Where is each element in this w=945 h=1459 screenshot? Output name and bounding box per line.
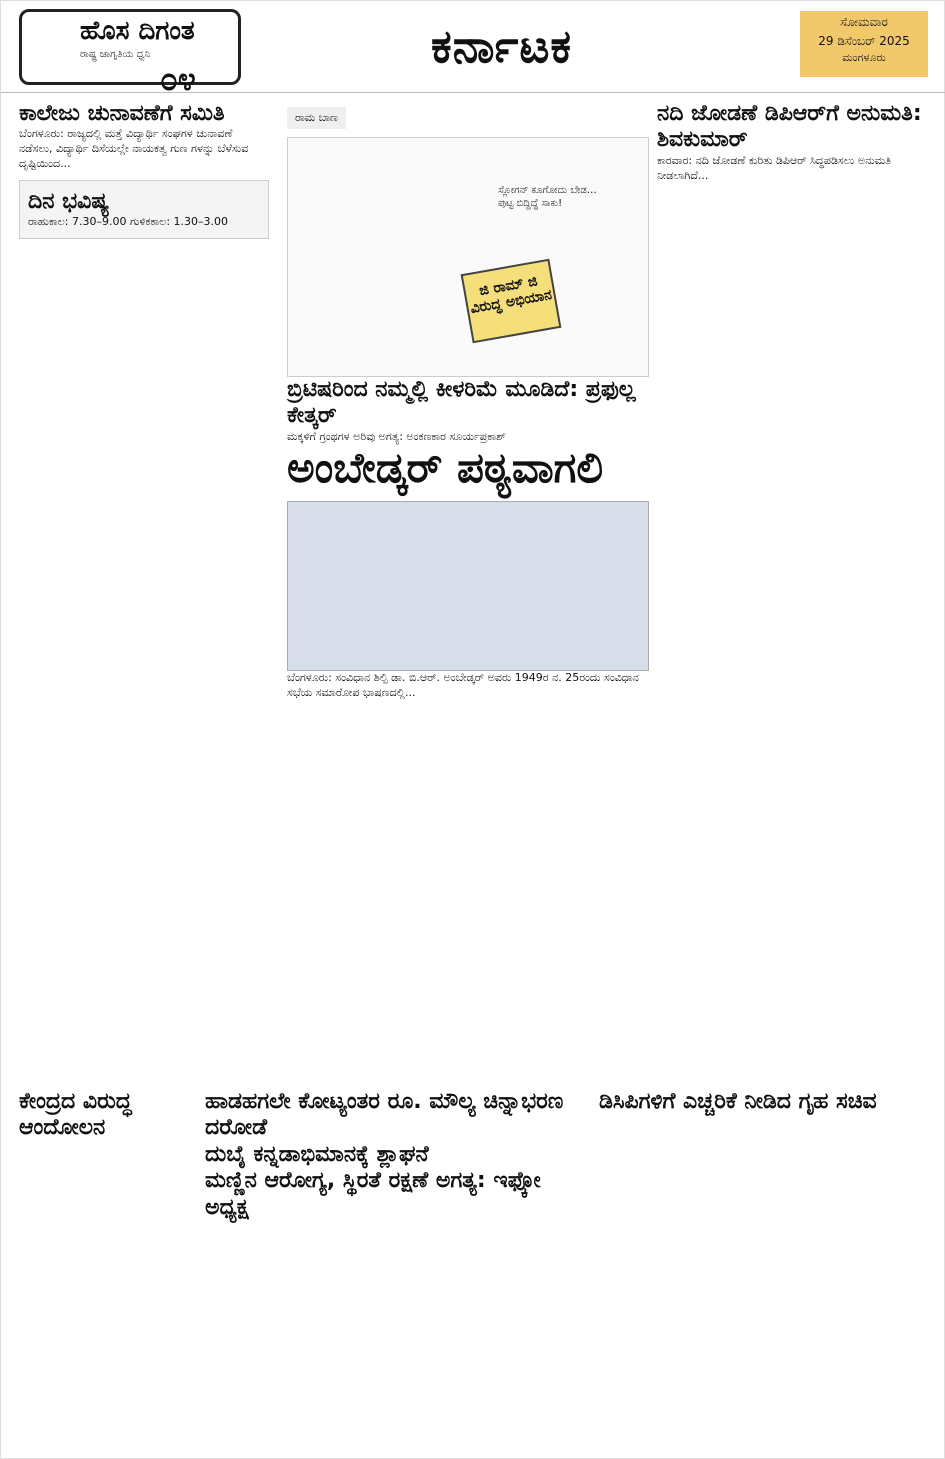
horoscope-box (19, 180, 269, 239)
right-headline: ನದಿ ಜೋಡಣೆ ಡಿಪಿಆರ್‌ಗೆ ಅನುಮತಿ: ಶಿವಕುಮಾರ್ (657, 101, 922, 153)
lower-right (599, 1089, 927, 1115)
city: ಮಂಗಳೂರು (842, 51, 886, 64)
main-column (287, 101, 649, 701)
cartoon-speech: ಸ್ಲೋಗನ್ ಕೂಗೋದು ಬೇಡ… ಪುಟ್ಟ ಬಿದ್ದಿದ್ದೆ ಸಾಕು! (498, 185, 597, 209)
bottom-headline-3: ಮಣ್ಣಿನ ಆರೋಗ್ಯ, ಸ್ಥಿರತೆ ರಕ್ಷಣೆ ಅಗತ್ಯ: ಇಫ್ಕೋ ಅಧ್ಯಕ್ಷ (205, 1168, 541, 1220)
page-number: ೦೪ (160, 60, 196, 98)
bottom-headline-4: ಕೇಂದ್ರದ ವಿರುದ್ಧ ಆಂದೋಲನ (19, 1089, 132, 1141)
main-body: ಬೆಂಗಳೂರು: ಸಂವಿಧಾನ ಶಿಲ್ಪಿ ಡಾ. ಬಿ.ಆರ್. ಅಂಬೇಡ್ಕರ್ ಅವರು 1949ರ ನ. 25ರಂದು ಸಂವಿಧಾನ ಸಭೆಯ ಸಮಾರೋಪ ಭಾಷಣದಲ್ಲಿ... (287, 670, 639, 699)
main-photo (287, 501, 649, 671)
left-headline: ಕಾಲೇಜು ಚುನಾವಣೆಗೆ ಸಮಿತಿ (19, 101, 225, 126)
lower-main (205, 1089, 591, 1221)
right-body: ಕಾರವಾರ: ನದಿ ಜೋಡಣೆ ಕುರಿತು ಡಿಪಿಆರ್ ಸಿದ್ಧಪಡಿಸಲು ಅನುಮತಿ ನೀಡಲಾಗಿದೆ... (657, 153, 892, 182)
main-subheadline: ಮಕ್ಕಳಿಗೆ ಗ್ರಂಥಗಳ ಅರಿವು ಅಗತ್ಯ: ಅಂಕಣಕಾರ ಸೂರ್ಯಪ್ರಕಾಶ್ (287, 429, 506, 443)
date: 29 ಡಿಸೆಂಬರ್ 2025 (818, 34, 910, 48)
date-box (800, 11, 928, 77)
cartoon-sign-text: ಜಿ ರಾಮ್ ಜಿ ವಿರುದ್ಧ ಅಭಿಯಾನ (469, 273, 554, 318)
right-column (657, 101, 927, 183)
bottom-headline-2: ದುಬೈ ಕನ್ನಡಾಭಿಮಾನಕ್ಕೆ ಶ್ಲಾಘನೆ (205, 1141, 429, 1167)
logo-title: ಹೊಸ ದಿಗಂತ (80, 16, 195, 46)
main-big-headline: ಅಂಬೇಡ್ಕರ್ ಪಠ್ಯವಾಗಲಿ (287, 442, 604, 492)
cartoon-sign (461, 259, 562, 344)
day: ಸೋಮವಾರ (840, 15, 888, 29)
logo-subtitle: ರಾಷ್ಟ್ರ ಜಾಗೃತಿಯ ಧ್ವನಿ (80, 49, 151, 60)
bottom-headline-5: ಡಿಸಿಪಿಗಳಿಗೆ ಎಚ್ಚರಿಕೆ ನೀಡಿದ ಗೃಹ ಸಚಿವ (599, 1089, 877, 1114)
section-title: ಕರ್ನಾಟಕ (431, 19, 573, 73)
cartoon-label: ರಾಮ ಬಾಣ (287, 107, 346, 129)
horoscope-title: ದಿನ ಭವಿಷ್ಯ (28, 188, 110, 214)
lower-left (19, 1089, 197, 1142)
left-column (19, 101, 269, 239)
bottom-headline-1: ಹಾಡಹಗಲೇ ಕೋಟ್ಯಂತರ ರೂ. ಮೌಲ್ಯ ಚಿನ್ನಾಭರಣ ದರೋಡೆ (205, 1089, 564, 1141)
cartoon (287, 137, 649, 377)
page-header (1, 1, 945, 98)
horoscope-line: ರಾಹುಕಾಲ: 7.30–9.00 ಗುಳಿಕಕಾಲ: 1.30–3.00 (28, 215, 229, 229)
main-headline: ಬ್ರಿಟಿಷರಿಂದ ನಮ್ಮಲ್ಲಿ ಕೀಳರಿಮೆ ಮೂಡಿದೆ: ಪ್ರಫುಲ್ಲ ಕೇತ್ಕರ್ (287, 377, 636, 429)
left-body: ಬೆಂಗಳೂರು: ರಾಜ್ಯದಲ್ಲಿ ಮತ್ತೆ ವಿದ್ಯಾರ್ಥಿ ಸಂಘಗಳ ಚುನಾವಣೆ ನಡೆಸಲು, ವಿದ್ಯಾರ್ಥಿ ದಿಸೆಯಲ್ಲೇ ನಾಯಕತ್ವ ಗುಣ ಗಳನ್ನು ಬೆಳೆಸುವ ದೃಷ್ಟಿಯಿಂದ... (19, 127, 249, 171)
masthead-logo (19, 9, 241, 98)
